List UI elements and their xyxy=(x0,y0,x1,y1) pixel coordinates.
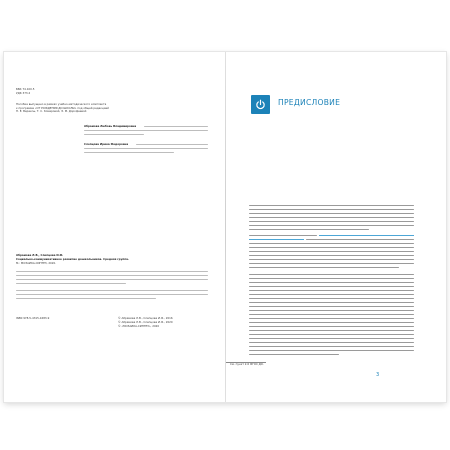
text-line xyxy=(249,346,414,347)
text-line xyxy=(136,144,208,145)
text-line xyxy=(16,279,208,280)
text-line xyxy=(306,239,414,240)
text-line xyxy=(249,326,414,327)
text-line xyxy=(84,148,208,149)
text-line xyxy=(249,209,414,210)
text-line xyxy=(249,330,414,331)
text-line xyxy=(249,205,414,206)
text-line xyxy=(249,263,414,264)
text-line xyxy=(16,283,126,284)
text-line xyxy=(249,243,414,244)
udk-code: УДК 373.2 xyxy=(16,91,31,95)
text-line xyxy=(249,334,414,335)
bbk-code: ББК 74.100.5 xyxy=(16,87,35,91)
copyright-line: © Абрамова Л.В., Слепцова И.Ф., 2016 xyxy=(118,316,173,320)
right-page xyxy=(226,52,447,402)
text-line xyxy=(249,342,414,343)
book-title: Социально-коммуникативное развитие дошкольников. Средняя группа. xyxy=(16,257,129,261)
footnote: См. пункт 2.6 ФГОС ДО. xyxy=(230,362,264,366)
text-line xyxy=(249,338,414,339)
series-note-line: Пособие выпущено в рамках учебно-методического комплекта xyxy=(16,102,107,106)
text-line xyxy=(249,255,414,256)
text-line xyxy=(249,322,414,323)
text-line xyxy=(249,314,414,315)
power-icon xyxy=(255,99,266,110)
book-spread xyxy=(4,52,446,402)
text-line xyxy=(249,318,414,319)
text-line xyxy=(144,126,208,127)
text-line xyxy=(249,278,414,279)
highlighted-text xyxy=(319,235,414,236)
text-line xyxy=(249,247,414,248)
text-line xyxy=(249,350,414,351)
text-line xyxy=(16,294,208,295)
text-line xyxy=(249,225,414,226)
isbn: ISBN 978-5-4315-1683-9 xyxy=(16,316,50,320)
text-line xyxy=(16,298,156,299)
series-note-line: Н. Е. Вераксы, Т. С. Комаровой, Э. М. Дорофеевой xyxy=(16,109,87,113)
author1-name: Абрамова Любовь Владимировна xyxy=(84,124,137,128)
text-line xyxy=(249,213,414,214)
text-line xyxy=(249,290,414,291)
text-line xyxy=(16,290,208,291)
copyright-line: © Абрамова Л.В., Слепцова И.Ф., 2020 xyxy=(118,320,173,324)
text-line xyxy=(249,286,414,287)
text-line xyxy=(84,130,208,131)
text-line xyxy=(249,310,414,311)
text-line xyxy=(16,271,208,272)
text-line xyxy=(249,282,414,283)
text-line xyxy=(249,298,414,299)
text-line xyxy=(84,152,174,153)
power-icon xyxy=(251,95,270,114)
highlighted-text xyxy=(249,239,304,240)
publisher-line: М.: МОЗАИКА-СИНТЕЗ, 2020. xyxy=(16,261,57,265)
copyright-line: © «МОЗАИКА-СИНТЕЗ», 2020 xyxy=(118,324,160,328)
text-line xyxy=(249,306,414,307)
page-number: 3 xyxy=(376,372,380,378)
text-line xyxy=(16,275,208,276)
text-line xyxy=(249,221,414,222)
text-line xyxy=(249,235,317,236)
text-line xyxy=(249,302,414,303)
series-note-line: к программе «ОТ РОЖДЕНИЯ ДО ШКОЛЫ» под общей редакцией xyxy=(16,105,109,110)
text-line xyxy=(249,229,369,230)
page-title: ПРЕДИСЛОВИЕ xyxy=(278,98,341,107)
text-line xyxy=(249,259,414,260)
book-authors: Абрамова Л.В., Слепцова И.Ф. xyxy=(16,253,64,257)
text-line xyxy=(84,134,144,135)
text-line xyxy=(249,251,414,252)
author2-name: Слепцова Ирина Федоровна xyxy=(84,142,129,146)
text-line xyxy=(249,274,414,275)
text-line xyxy=(249,354,339,355)
text-line xyxy=(249,217,414,218)
text-line xyxy=(249,267,399,268)
text-line xyxy=(249,294,414,295)
left-page xyxy=(4,52,225,402)
